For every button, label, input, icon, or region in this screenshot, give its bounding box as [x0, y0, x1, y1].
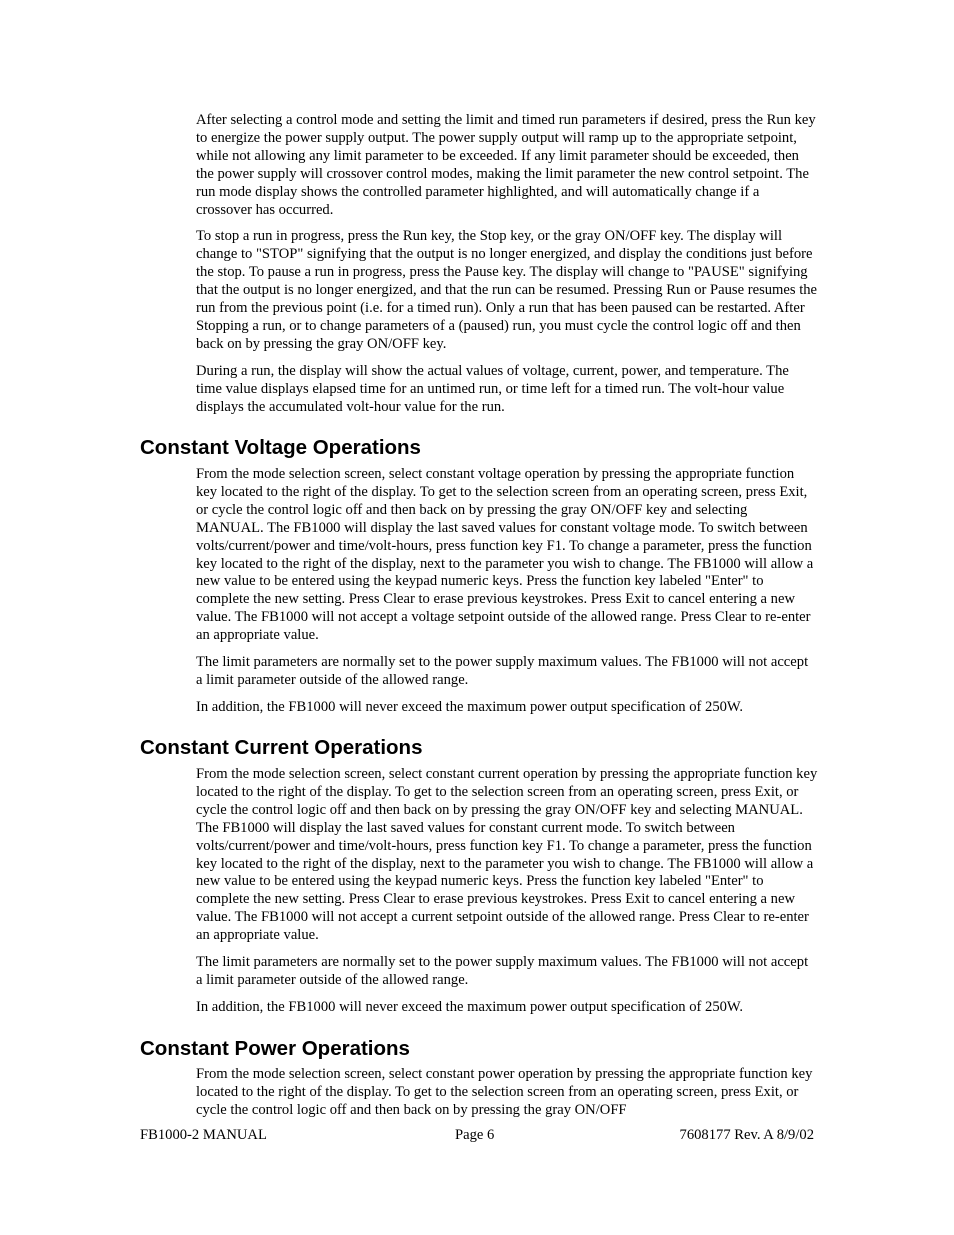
- page-footer: [140, 1126, 814, 1146]
- heading-constant-current: Constant Current Operations: [140, 736, 423, 759]
- voltage-paragraph-main: From the mode selection screen, select constant voltage operation by pressing the appropriate function key located to the right of the display. To get to the selection screen from an operating screen, press Exit, or cycle the control logic off and then back on by pressing the gray ON/OFF key and selecting MANUAL. The FB1000 will display the last saved values for constant voltage mode. To switch between volts/current/power and time/volt-hours, press function key F1. To change a parameter, press the function key located to the right of the display, next to the parameter you wish to change. The FB1000 will allow a new value to be entered using the keypad numeric keys. Press the function key labeled "Enter" to complete the new setting. Press Clear to erase previous keystrokes. Press Exit to cancel entering a new value. The FB1000 will not accept a voltage setpoint outside of the allowed range. Press Clear to re-enter an appropriate value.: [196, 466, 814, 644]
- intro-paragraph-run: After selecting a control mode and setting the limit and timed run parameters if desired, press the Run key to energize the power supply output. The power supply output will ramp up to the appropriate setpoint, while not allowing any limit parameter to be exceeded. If any limit parameter should be exceeded, then the power supply will crossover control modes, making the limit parameter the new control setpoint. The run mode display shows the controlled parameter highlighted, and will automatically change if a crossover has occurred.: [196, 112, 816, 218]
- voltage-paragraph-power: In addition, the FB1000 will never exceed the maximum power output specification of 250W.: [196, 698, 744, 715]
- intro-section: [196, 112, 818, 417]
- current-paragraph-main: From the mode selection screen, select constant current operation by pressing the appropriate function key located to the right of the display. To get to the selection screen from an operating screen, press Exit, or cycle the control logic off and then back on by pressing the gray ON/OFF key and selecting MANUAL. The FB1000 will display the last saved values for constant current mode. To switch between volts/current/power and time/volt-hours, press function key F1. To change a parameter, press the function key located to the right of the display, next to the parameter you wish to change. The FB1000 will allow a new value to be entered using the keypad numeric keys. Press the function key labeled "Enter" to complete the new setting. Press Clear to erase previous keystrokes. Press Exit to cancel entering a new value. The FB1000 will not accept a current setpoint outside of the allowed range. Press Clear to re-enter an appropriate value.: [196, 766, 818, 944]
- current-paragraph-power: In addition, the FB1000 will never exceed the maximum power output specification of 250W.: [196, 998, 744, 1015]
- power-section: [196, 1066, 818, 1120]
- voltage-paragraph-limits: The limit parameters are normally set to the power supply maximum values. The FB1000 will not accept a limit parameter outside of the allowed range.: [196, 654, 809, 688]
- intro-paragraph-display: During a run, the display will show the actual values of voltage, current, power, and temperature. The time value displays elapsed time for an untimed run, or time left for a timed run. The volt-hour value displays the accumulated volt-hour value for the run.: [196, 362, 789, 415]
- footer-revision: 7608177 Rev. A 8/9/02: [679, 1127, 814, 1143]
- current-section: [196, 766, 818, 1017]
- intro-paragraph-stop: To stop a run in progress, press the Run key, the Stop key, or the gray ON/OFF key. The display will change to "STOP" signifying that the output is no longer energized, and display the conditions just before the stop. To pause a run in progress, press the Pause key. The display will change to "PAUSE" signifying that the output is no longer energized, and that the run can be resumed. Pressing Run or Pause resumes the run from the previous point (i.e. for a timed run). Only a run that has been paused can be restarted. After Stopping a run, or to change parameters of a (paused) run, you must cycle the control logic off and then back on by pressing the gray ON/OFF key.: [196, 228, 818, 352]
- power-paragraph-main: From the mode selection screen, select constant power operation by pressing the appropriate function key located to the right of the display. To get to the selection screen from an operating screen, press Exit, or cycle the control logic off and then back on by pressing the gray ON/OFF: [196, 1066, 813, 1118]
- current-paragraph-limits: The limit parameters are normally set to the power supply maximum values. The FB1000 will not accept a limit parameter outside of the allowed range.: [196, 954, 809, 988]
- voltage-section: [196, 466, 818, 717]
- footer-manual-title: FB1000-2 MANUAL: [140, 1127, 267, 1143]
- heading-constant-power: Constant Power Operations: [140, 1037, 410, 1060]
- heading-constant-voltage: Constant Voltage Operations: [140, 436, 421, 459]
- footer-page-number: Page 6: [455, 1127, 495, 1143]
